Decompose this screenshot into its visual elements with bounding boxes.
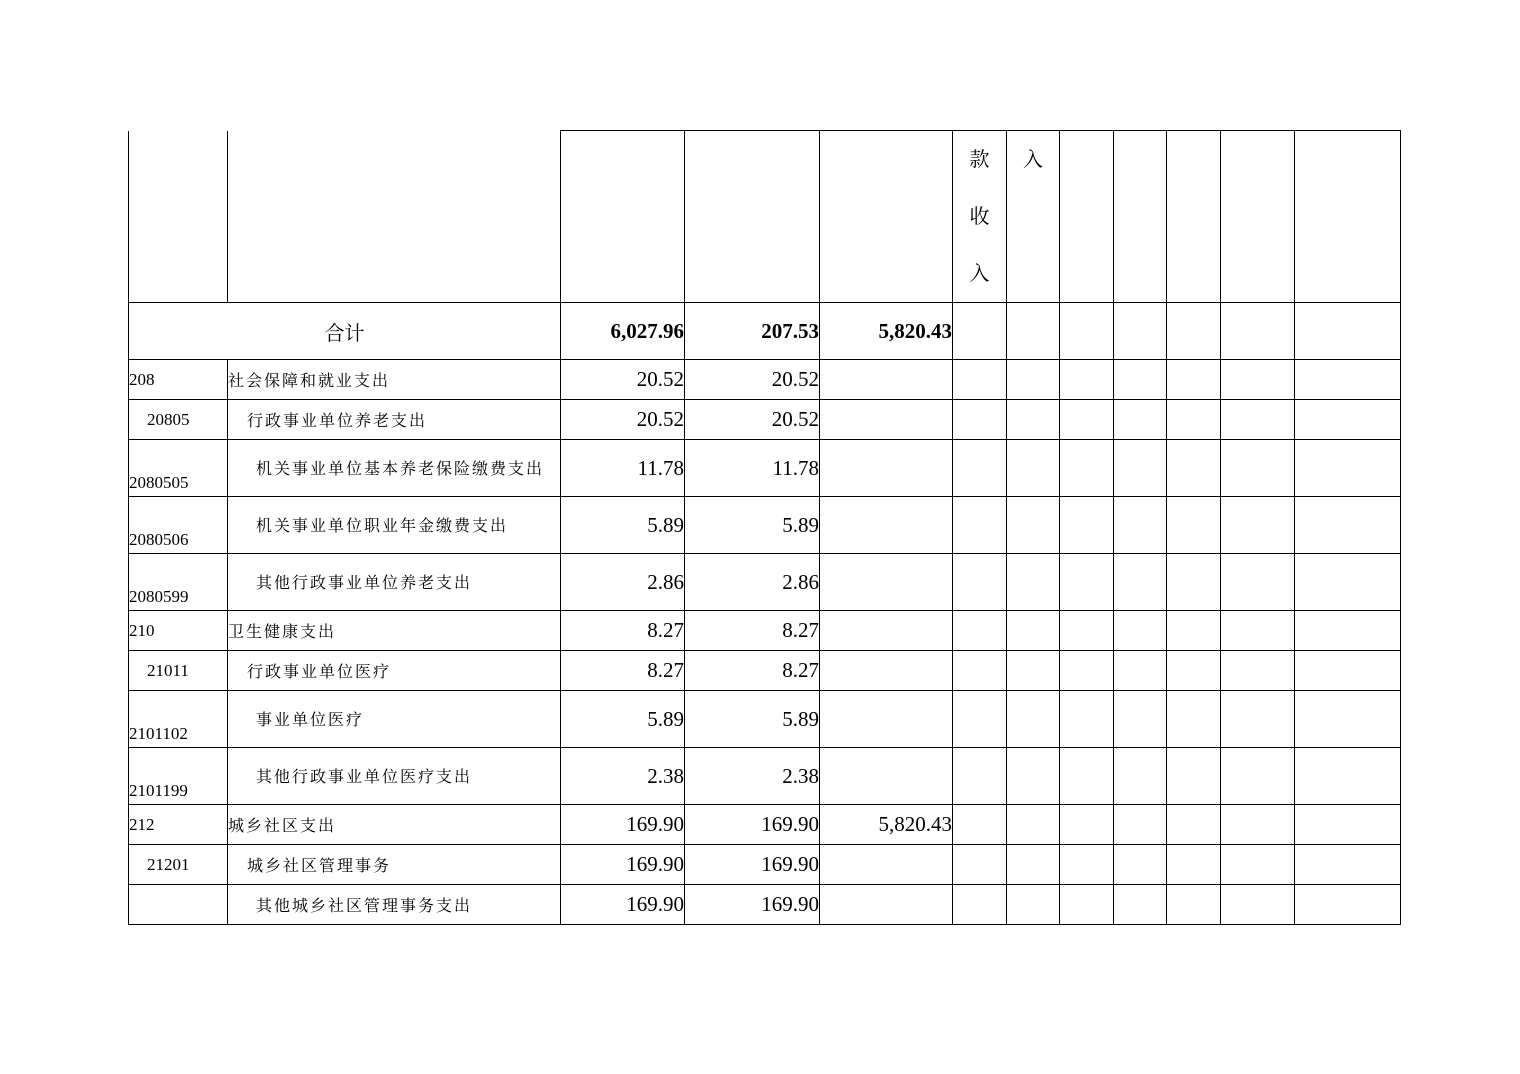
row-basic: 8.27 xyxy=(685,611,820,651)
row-total: 2.38 xyxy=(561,748,685,805)
empty-cell xyxy=(1060,400,1114,440)
header-total-cell xyxy=(561,131,685,303)
empty-cell xyxy=(1060,805,1114,845)
empty-cell xyxy=(1007,885,1060,925)
row-total: 5.89 xyxy=(561,497,685,554)
row-basic: 2.38 xyxy=(685,748,820,805)
empty-cell xyxy=(1221,885,1295,925)
empty-cell xyxy=(1114,360,1167,400)
empty-cell xyxy=(1060,360,1114,400)
row-code: 2101102 xyxy=(129,691,228,748)
empty-cell xyxy=(1060,651,1114,691)
empty-cell xyxy=(1114,651,1167,691)
empty-cell xyxy=(953,651,1007,691)
empty-cell xyxy=(1114,554,1167,611)
header-col6-char-1: 款 xyxy=(969,147,990,171)
empty-cell xyxy=(1295,497,1401,554)
empty-cell xyxy=(1295,303,1401,360)
row-project xyxy=(820,400,953,440)
empty-cell xyxy=(1060,748,1114,805)
empty-cell xyxy=(1060,845,1114,885)
total-amount: 6,027.96 xyxy=(561,303,685,360)
row-basic: 11.78 xyxy=(685,440,820,497)
row-project xyxy=(820,885,953,925)
row-code: 210 xyxy=(129,611,228,651)
row-code: 2080505 xyxy=(129,440,228,497)
empty-cell xyxy=(953,691,1007,748)
empty-cell xyxy=(1060,611,1114,651)
empty-cell xyxy=(1167,885,1221,925)
empty-cell xyxy=(953,554,1007,611)
empty-cell xyxy=(1295,805,1401,845)
row-project xyxy=(820,748,953,805)
table-row xyxy=(129,554,1401,611)
row-name: 行政事业单位医疗 xyxy=(228,651,561,691)
empty-cell xyxy=(1114,400,1167,440)
row-basic: 5.89 xyxy=(685,497,820,554)
empty-cell xyxy=(1295,691,1401,748)
row-basic: 169.90 xyxy=(685,845,820,885)
empty-cell xyxy=(1114,845,1167,885)
row-basic: 169.90 xyxy=(685,805,820,845)
empty-cell xyxy=(1221,303,1295,360)
empty-cell xyxy=(1007,611,1060,651)
row-basic: 20.52 xyxy=(685,360,820,400)
header-col7-char-1: 入 xyxy=(1023,147,1043,171)
empty-cell xyxy=(1167,360,1221,400)
header-col6-char-3: 入 xyxy=(969,261,990,285)
budget-table xyxy=(128,130,1401,925)
row-total: 169.90 xyxy=(561,885,685,925)
empty-cell xyxy=(1007,440,1060,497)
header-col12-cell xyxy=(1295,131,1401,303)
row-name: 机关事业单位职业年金缴费支出 xyxy=(228,497,561,554)
table-row xyxy=(129,691,1401,748)
empty-cell xyxy=(1060,440,1114,497)
empty-cell xyxy=(1221,845,1295,885)
empty-cell xyxy=(1114,303,1167,360)
empty-cell xyxy=(1221,360,1295,400)
empty-cell xyxy=(953,748,1007,805)
empty-cell xyxy=(1007,845,1060,885)
empty-cell xyxy=(953,611,1007,651)
empty-cell xyxy=(1007,400,1060,440)
empty-cell xyxy=(1060,885,1114,925)
empty-cell xyxy=(1167,303,1221,360)
empty-cell xyxy=(1167,651,1221,691)
row-code: 21011 xyxy=(129,651,228,691)
header-col6-char-2: 收 xyxy=(969,204,990,228)
empty-cell xyxy=(1114,748,1167,805)
empty-cell xyxy=(1167,805,1221,845)
header-name-cell xyxy=(228,131,561,303)
row-total: 2.86 xyxy=(561,554,685,611)
row-name: 其他行政事业单位养老支出 xyxy=(228,554,561,611)
empty-cell xyxy=(1221,748,1295,805)
empty-cell xyxy=(1221,805,1295,845)
total-basic: 207.53 xyxy=(685,303,820,360)
empty-cell xyxy=(1167,497,1221,554)
table-row xyxy=(129,651,1401,691)
row-total: 8.27 xyxy=(561,611,685,651)
header-col7-cell xyxy=(1007,131,1060,303)
table-row xyxy=(129,497,1401,554)
row-name: 行政事业单位养老支出 xyxy=(228,400,561,440)
empty-cell xyxy=(953,303,1007,360)
empty-cell xyxy=(1007,691,1060,748)
row-basic: 20.52 xyxy=(685,400,820,440)
empty-cell xyxy=(1295,554,1401,611)
row-name: 其他行政事业单位医疗支出 xyxy=(228,748,561,805)
row-total: 8.27 xyxy=(561,651,685,691)
empty-cell xyxy=(1167,748,1221,805)
header-col9-cell xyxy=(1114,131,1167,303)
empty-cell xyxy=(1007,554,1060,611)
row-code: 212 xyxy=(129,805,228,845)
empty-cell xyxy=(1007,360,1060,400)
header-project-cell xyxy=(820,131,953,303)
row-name: 社会保障和就业支出 xyxy=(228,360,561,400)
empty-cell xyxy=(1007,805,1060,845)
row-total: 5.89 xyxy=(561,691,685,748)
row-code: 2080506 xyxy=(129,497,228,554)
empty-cell xyxy=(1114,885,1167,925)
empty-cell xyxy=(1167,400,1221,440)
row-name: 城乡社区管理事务 xyxy=(228,845,561,885)
empty-cell xyxy=(1167,554,1221,611)
empty-cell xyxy=(953,400,1007,440)
empty-cell xyxy=(1167,611,1221,651)
empty-cell xyxy=(1295,748,1401,805)
empty-cell xyxy=(1114,611,1167,651)
row-basic: 2.86 xyxy=(685,554,820,611)
empty-cell xyxy=(1060,554,1114,611)
empty-cell xyxy=(1221,400,1295,440)
total-project: 5,820.43 xyxy=(820,303,953,360)
header-col6-cell xyxy=(953,131,1007,303)
row-project: 5,820.43 xyxy=(820,805,953,845)
row-basic: 5.89 xyxy=(685,691,820,748)
row-code: 21201 xyxy=(129,845,228,885)
empty-cell xyxy=(953,805,1007,845)
row-project xyxy=(820,651,953,691)
row-project xyxy=(820,611,953,651)
empty-cell xyxy=(1007,303,1060,360)
table-row xyxy=(129,805,1401,845)
empty-cell xyxy=(1295,845,1401,885)
row-project xyxy=(820,360,953,400)
row-project xyxy=(820,691,953,748)
row-project xyxy=(820,497,953,554)
row-total: 20.52 xyxy=(561,400,685,440)
row-name: 事业单位医疗 xyxy=(228,691,561,748)
empty-cell xyxy=(1060,497,1114,554)
table-row xyxy=(129,360,1401,400)
row-total: 169.90 xyxy=(561,845,685,885)
header-basic-cell xyxy=(685,131,820,303)
empty-cell xyxy=(1221,651,1295,691)
row-name: 城乡社区支出 xyxy=(228,805,561,845)
empty-cell xyxy=(1167,845,1221,885)
row-total: 169.90 xyxy=(561,805,685,845)
total-label: 合计 xyxy=(129,303,561,360)
row-code: 208 xyxy=(129,360,228,400)
row-basic: 169.90 xyxy=(685,885,820,925)
table-row xyxy=(129,748,1401,805)
row-project xyxy=(820,845,953,885)
empty-cell xyxy=(1167,691,1221,748)
empty-cell xyxy=(1221,497,1295,554)
empty-cell xyxy=(1221,691,1295,748)
empty-cell xyxy=(1114,497,1167,554)
empty-cell xyxy=(1221,440,1295,497)
row-basic: 8.27 xyxy=(685,651,820,691)
empty-cell xyxy=(1295,360,1401,400)
empty-cell xyxy=(953,845,1007,885)
empty-cell xyxy=(1295,440,1401,497)
empty-cell xyxy=(1060,303,1114,360)
row-project xyxy=(820,440,953,497)
header-col10-cell xyxy=(1167,131,1221,303)
row-code: 2101199 xyxy=(129,748,228,805)
table-row xyxy=(129,400,1401,440)
empty-cell xyxy=(953,885,1007,925)
table-row xyxy=(129,885,1401,925)
empty-cell xyxy=(1114,440,1167,497)
empty-cell xyxy=(953,440,1007,497)
row-code: 20805 xyxy=(129,400,228,440)
empty-cell xyxy=(1167,440,1221,497)
table-row xyxy=(129,845,1401,885)
total-row xyxy=(129,303,1401,360)
row-code xyxy=(129,885,228,925)
empty-cell xyxy=(953,497,1007,554)
empty-cell xyxy=(1007,497,1060,554)
empty-cell xyxy=(1295,611,1401,651)
empty-cell xyxy=(1295,885,1401,925)
empty-cell xyxy=(1221,554,1295,611)
row-name: 其他城乡社区管理事务支出 xyxy=(228,885,561,925)
header-code-cell xyxy=(129,131,228,303)
row-total: 20.52 xyxy=(561,360,685,400)
header-col11-cell xyxy=(1221,131,1295,303)
header-continuation-row xyxy=(129,131,1401,303)
empty-cell xyxy=(1007,748,1060,805)
empty-cell xyxy=(953,360,1007,400)
empty-cell xyxy=(1007,651,1060,691)
empty-cell xyxy=(1114,805,1167,845)
table-row xyxy=(129,611,1401,651)
empty-cell xyxy=(1295,651,1401,691)
row-total: 11.78 xyxy=(561,440,685,497)
empty-cell xyxy=(1114,691,1167,748)
row-project xyxy=(820,554,953,611)
empty-cell xyxy=(1221,611,1295,651)
row-name: 卫生健康支出 xyxy=(228,611,561,651)
header-col8-cell xyxy=(1060,131,1114,303)
empty-cell xyxy=(1060,691,1114,748)
row-code: 2080599 xyxy=(129,554,228,611)
table-row xyxy=(129,440,1401,497)
row-name: 机关事业单位基本养老保险缴费支出 xyxy=(228,440,561,497)
empty-cell xyxy=(1295,400,1401,440)
